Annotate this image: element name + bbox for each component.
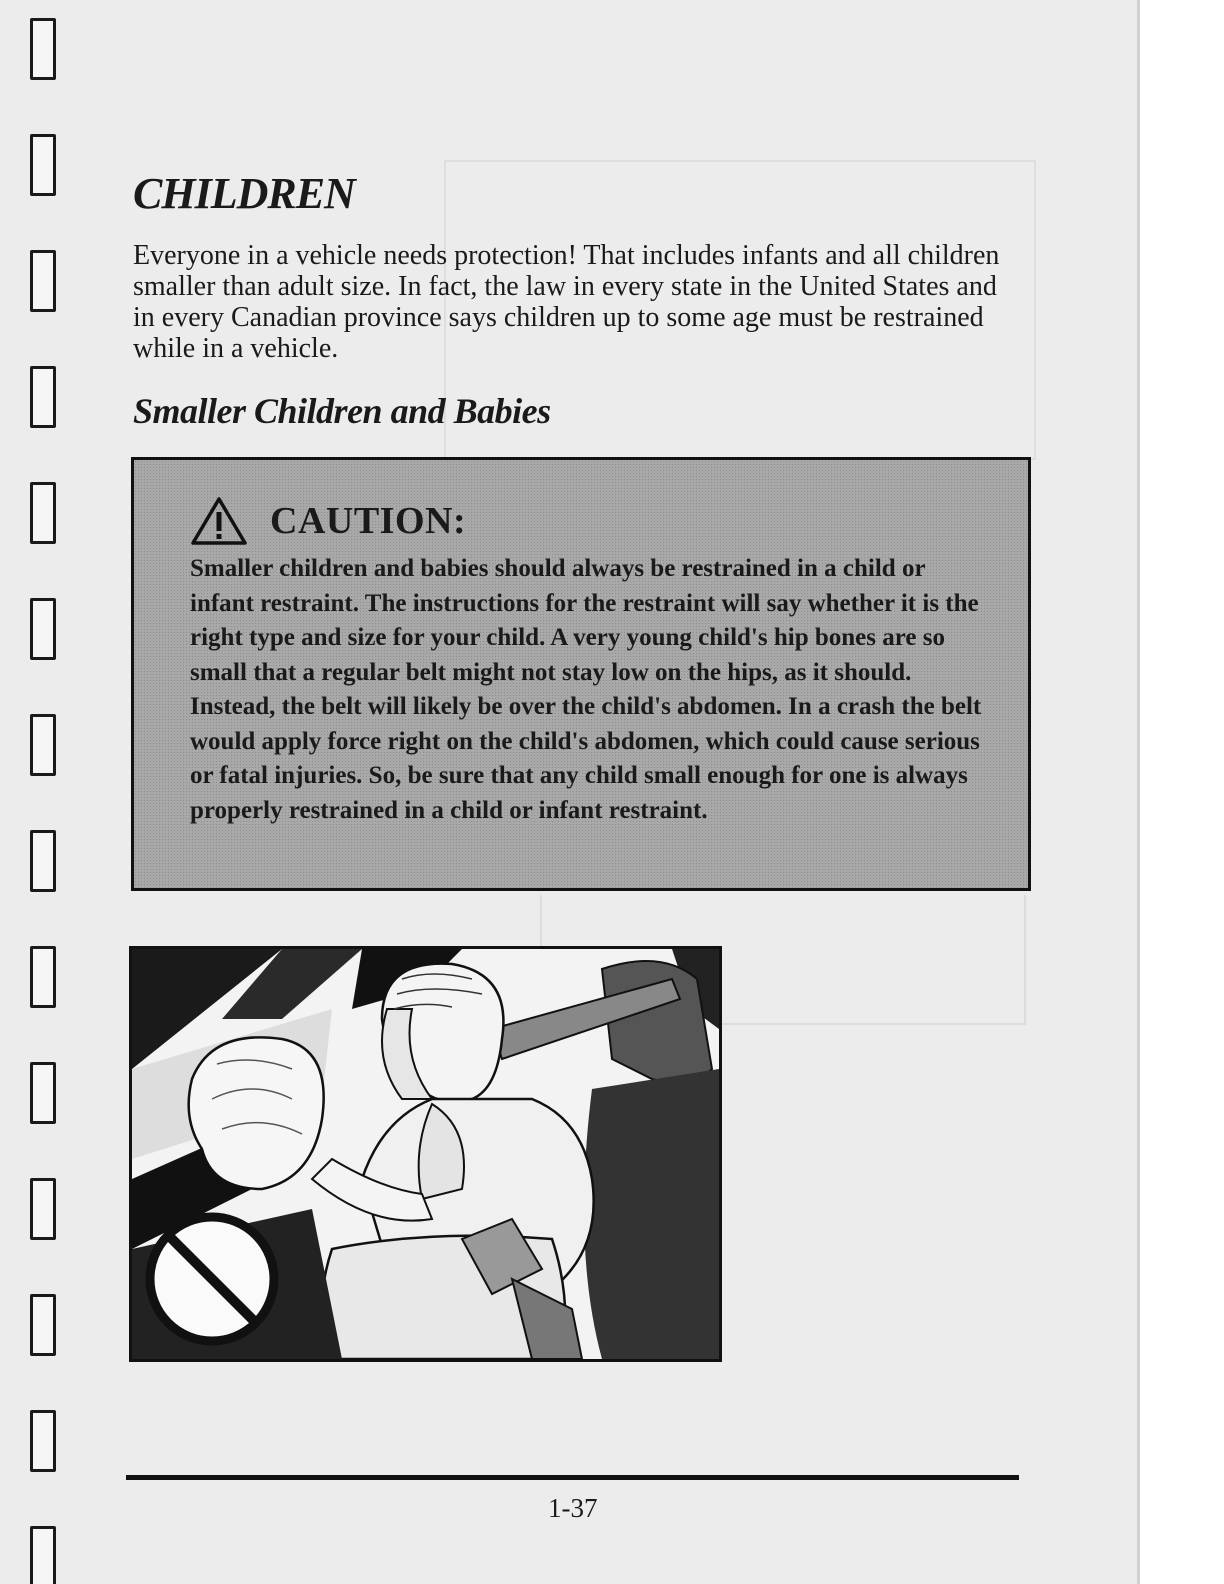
binder-hole [30, 482, 56, 544]
binder-hole [30, 714, 56, 776]
section-subtitle: Smaller Children and Babies [133, 391, 551, 431]
page-title: CHILDREN [133, 169, 355, 218]
footer-rule [126, 1475, 1019, 1480]
intro-paragraph: Everyone in a vehicle needs protection! That includes infants and all children smaller than adult size. In fact, the law in every state in the United States and in every Canadian province says children up to some age must be restrained while in a vehicle. [133, 240, 1000, 364]
binder-hole [30, 18, 56, 80]
caution-box [131, 457, 1031, 891]
page-number: 1-37 [548, 1493, 598, 1523]
caution-header [190, 496, 466, 546]
binder-hole [30, 830, 56, 892]
binder-hole [30, 946, 56, 1008]
caution-text: Smaller children and babies should always be restrained in a child or infant restraint. The instructions for the restraint will say whether it is the right type and size for your child. A very young child's hip bones are so small that a regular belt might not stay low on the hips, as it should. Instead, the belt will likely be over the child's abdomen. In a crash the belt would apply force right on the child's abdomen, which could cause serious or fatal injuries. So, be sure that any child small enough for one is always properly restrained in a child or infant restraint. [190, 555, 982, 824]
binder-hole [30, 1178, 56, 1240]
warning-triangle-icon [190, 496, 248, 546]
binder-hole [30, 1526, 56, 1584]
binder-hole [30, 366, 56, 428]
binder-hole [30, 250, 56, 312]
binder-hole [30, 1294, 56, 1356]
binder-hole [30, 1410, 56, 1472]
binder-hole [30, 134, 56, 196]
caution-title: CAUTION: [270, 500, 467, 542]
binder-holes [30, 18, 60, 1584]
binder-hole [30, 598, 56, 660]
binder-hole [30, 1062, 56, 1124]
child-on-lap-illustration [129, 946, 722, 1362]
prohibited-icon [150, 1217, 274, 1341]
